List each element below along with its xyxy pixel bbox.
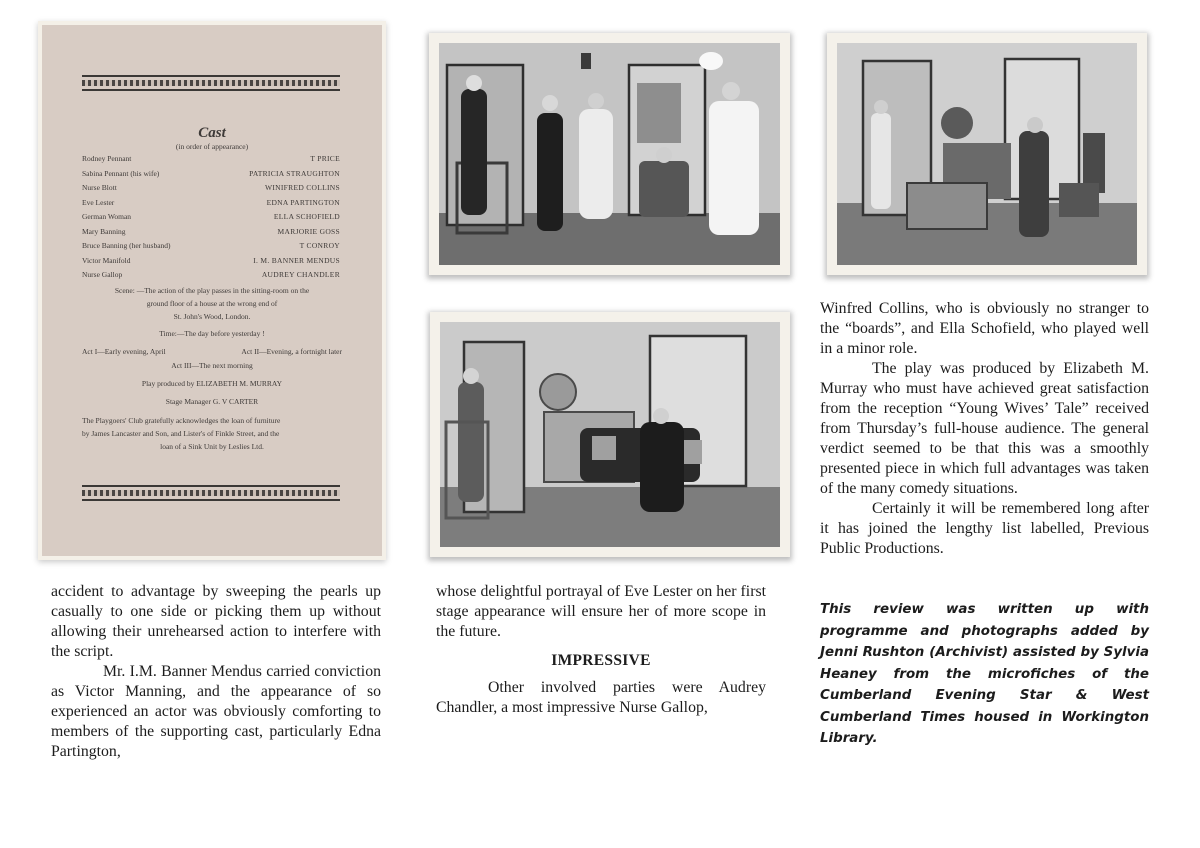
act-two: Act II—Evening, a fortnight later <box>241 347 342 356</box>
cast-actor: EDNA PARTINGTON <box>266 197 340 207</box>
cast-role: Rodney Pennant <box>82 154 132 163</box>
acknowledgement-line: by James Lancaster and Son, and Lister's of Finkle Street, and the <box>82 429 280 438</box>
stage-manager-line: Stage Manager G. V CARTER <box>165 397 259 406</box>
article-paragraph: whose delightful portrayal of Eve Lester on her first stage appearance will ensure her of more scope in the future. <box>436 583 766 640</box>
article-paragraph: Certainly it will be remembered long after it has joined the lengthy list labelled, Previous Public Productions. <box>820 500 1149 557</box>
photo-image <box>837 43 1137 265</box>
article-column-3 <box>820 299 1149 559</box>
scene-line: St. John's Wood, London. <box>173 312 251 321</box>
cast-actor: I. M. BANNER MENDUS <box>253 255 340 265</box>
article-paragraph: Winfred Collins, who is obviously no stranger to the “boards”, and Ella Schofield, who played well in a minor role. <box>820 300 1149 357</box>
stage-photo-group <box>429 33 790 275</box>
stage-photo-seated <box>430 312 790 557</box>
cast-row <box>82 154 340 166</box>
cast-row <box>82 183 340 195</box>
cast-role: Victor Manifold <box>82 255 131 265</box>
stage-photo-room <box>827 33 1147 275</box>
section-heading: IMPRESSIVE <box>551 652 651 669</box>
article-paragraph: Mr. I.M. Banner Mendus carried conviction as Victor Manning, and the appearance of so experienced an actor was obviously comforting to members of the supporting cast, particularly Edna Partington, <box>51 663 381 760</box>
cast-programme <box>42 25 382 556</box>
credit-note: This review was written up with programme and photographs added by Jenni Rushton (Archivist) assisted by Sylvia Heaney from the microfiches of the Cumberland Evening Star & West Cumberland Times housed in Workington Library. <box>820 602 1149 746</box>
cast-row <box>82 256 340 268</box>
cast-row <box>82 198 340 210</box>
photo-group-scene <box>439 43 780 265</box>
photo-image <box>439 43 780 265</box>
photo-seated-scene <box>440 322 780 547</box>
photo-image <box>440 322 780 547</box>
cast-row <box>82 241 340 253</box>
cast-row <box>82 227 340 239</box>
cast-actor: AUDREY CHANDLER <box>261 270 340 279</box>
act-three: Act III—The next morning <box>171 361 253 370</box>
archive-credit <box>820 599 1149 750</box>
programme-title: Cast <box>198 125 226 141</box>
cast-role: German Woman <box>82 212 132 221</box>
cast-row <box>82 169 340 181</box>
cast-actor: T CONROY <box>299 241 340 250</box>
article-paragraph: Other involved parties were Audrey Chandler, a most impressive Nurse Gallop, <box>436 679 766 716</box>
programme-border-top <box>82 75 340 91</box>
scene-line: Scene: —The action of the play passes in the sitting-room on the <box>114 286 310 295</box>
photo-room-scene <box>837 43 1137 265</box>
producer-line: Play produced by ELIZABETH M. MURRAY <box>141 379 283 388</box>
cast-actor: MARJORIE GOSS <box>277 226 340 236</box>
cast-row <box>82 270 340 282</box>
article-column-1 <box>51 582 381 762</box>
cast-role: Bruce Banning (her husband) <box>82 241 171 250</box>
article-paragraph: accident to advantage by sweeping the pearls up casually to one side or picking them up without allowing their unrehearsed action to interfere with the script. <box>51 583 381 660</box>
programme-border-bottom <box>82 485 340 501</box>
acknowledgement-line: The Playgoers' Club gratefully acknowledges the loan of furniture <box>82 416 281 425</box>
cast-row <box>82 212 340 224</box>
cast-role: Nurse Gallop <box>82 270 123 279</box>
acknowledgement-line: loan of a Sink Unit by Leslies Ltd. <box>160 442 264 451</box>
cast-actor: ELLA SCHOFIELD <box>273 212 340 221</box>
cast-role: Nurse Blott <box>82 183 117 192</box>
programme-subtitle: (in order of appearance) <box>175 142 249 151</box>
cast-role: Sabina Pennant (his wife) <box>82 168 160 178</box>
cast-role: Eve Lester <box>82 197 115 207</box>
act-one: Act I—Early evening, April <box>82 347 166 356</box>
cast-actor: WINIFRED COLLINS <box>264 183 340 192</box>
cast-role: Mary Banning <box>82 226 126 236</box>
article-paragraph: The play was produced by Elizabeth M. Murray who must have achieved great satisfaction from the reception “Young Wives’ Tale” received from Thursday’s full-house audience. The general verdict seemed to be that this was a smoothly presented piece in which full advantages was taken of the many comedy situations. <box>820 360 1149 497</box>
cast-actor: T PRICE <box>310 154 340 163</box>
article-column-2 <box>436 582 766 718</box>
time-line: Time:—The day before yesterday ! <box>159 329 265 338</box>
cast-actor: PATRICIA STRAUGHTON <box>249 168 340 178</box>
scene-line: ground floor of a house at the wrong end of <box>146 299 278 308</box>
